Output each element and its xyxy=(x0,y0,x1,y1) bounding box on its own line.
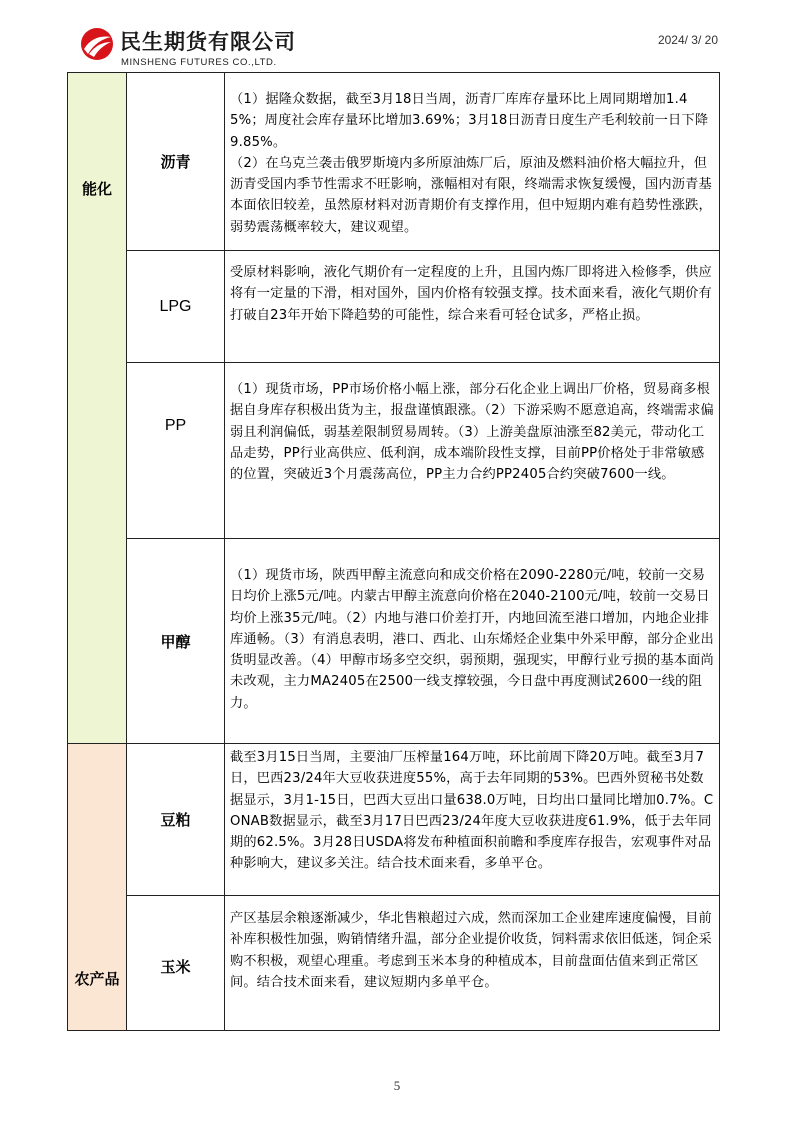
table-row-soymeal xyxy=(68,744,720,896)
table-row-lpg xyxy=(68,251,720,363)
table-row-pp xyxy=(68,363,720,539)
commentary-paragraph: 截至3月15日当周，主要油厂压榨量164万吨，环比前周下降20万吨。截至3月7日，巴西23/24年大豆收获进度55%，高于去年同期的53%。巴西外贸秘书处数据显示，3月1-15日，巴西大豆出口量638.0万吨，日均出口量同比增加0.7%。CONAB数据显示，截至3月17日巴西23/24年度大豆收获进度61.9%，低于去年同期的62.5%。3月28日USDA将发布种植面积前瞻和季度库存报告，宏观事件对品种影响大，建议多关注。结合技术面来看，多单平仓。 xyxy=(230,750,714,872)
table-row-methanol xyxy=(68,539,720,744)
product-cell xyxy=(127,251,225,363)
product-name: 甲醇 xyxy=(160,632,191,651)
commodity-commentary-table xyxy=(67,72,720,1031)
commentary-cell xyxy=(225,896,720,1031)
company-name-cn: 民生期货有限公司 xyxy=(120,30,296,54)
category-label: 能化 xyxy=(81,180,112,198)
product-name: 沥青 xyxy=(160,153,191,171)
commentary-cell xyxy=(225,744,720,896)
commentary-paragraph: 受原材料影响，液化气期价有一定程度的上升，且国内炼厂即将进入检修季，供应将有一定量的下滑，相对国外，国内价格有较强支撑。技术面来看，液化气期价有打破自23年开始下降趋势的可能性，综合来看可轻仓试多，严格止损。 xyxy=(230,265,712,323)
commentary-paragraph: （2）在乌克兰袭击俄罗斯境内多所原油炼厂后，原油及燃料油价格大幅拉升，但沥青受国内季节性需求不旺影响，涨幅相对有限，终端需求恢复缓慢，国内沥青基本面依旧较差，虽然原材料对沥青期价有支撑作用，但中短期内难有趋势性涨跌，弱势震荡概率较大，建议观望。 xyxy=(230,155,712,235)
commentary-cell xyxy=(225,73,720,251)
commentary-paragraph: （1）现货市场，PP市场价格小幅上涨，部分石化企业上调出厂价格，贸易商多根据自身库存积极出货为主，报盘谨慎跟涨。（2）下游采购不愿意追高，终端需求偏弱且利润偏低，弱基差限制贸易周转。（3）上游美盘原油涨至82美元，带动化工品走势，PP行业高供应、低利润，成本端阶段性支撑，目前PP价格处于非常敏感的位置，突破近3个月震荡高位，PP主力合约PP2405合约突破7600一线。 xyxy=(230,382,714,483)
product-name: 玉米 xyxy=(160,958,191,976)
category-cell-energy-chemical xyxy=(68,73,127,744)
commentary-cell xyxy=(225,539,720,744)
commentary-paragraph: （1）现货市场，陕西甲醇主流意向和成交价格在2090-2280元/吨，较前一交易日均价上涨5元/吨。内蒙古甲醇主流意向价格在2040-2100元/吨，较前一交易日均价上涨35元/吨。（2）内地与港口价差打开，内地回流至港口增加，内地企业排库通畅。（3）有消息表明，港口、西北、山东烯烃企业集中外采甲醇，部分企业出货明显改善。（4）甲醇市场多空交织，弱预期，强现实，甲醇行业亏损的基本面尚未改观，主力MA2405在2500一线支撑较强，今日盘中再度测试2600一线的阻力。 xyxy=(230,568,714,711)
page-header xyxy=(0,0,794,72)
product-name: PP xyxy=(164,417,187,434)
commentary-paragraph: 产区基层余粮逐渐减少，华北售粮超过六成，然而深加工企业建库速度偏慢，目前补库积极性加强，购销情绪升温，部分企业提价收货，饲料需求依旧低迷，饲企采购不积极，观望心理重。考虑到玉米本身的种植成本，目前盘面估值来到正常区间。结合技术面来看，建议短期内多单平仓。 xyxy=(230,911,712,990)
product-cell xyxy=(127,896,225,1031)
commentary-paragraph: （1）据隆众数据，截至3月18日当周，沥青厂库库存量环比上周同期增加1.45%；周度社会库存量环比增加3.69%；3月18日沥青日度生产毛利较前一日下降9.85%。 xyxy=(230,92,709,150)
product-name: 豆粕 xyxy=(160,811,191,829)
table-row-asphalt xyxy=(68,73,720,251)
product-cell xyxy=(127,363,225,539)
commentary-cell xyxy=(225,251,720,363)
minsheng-logo-icon xyxy=(80,27,114,61)
page-number: 5 xyxy=(393,1078,401,1093)
company-name-en: MINSHENG FUTURES CO.,LTD. xyxy=(121,57,277,68)
product-name: LPG xyxy=(159,297,192,315)
product-cell xyxy=(127,539,225,744)
category-cell-agriculture xyxy=(68,744,127,1031)
commentary-cell xyxy=(225,363,720,539)
category-label: 农产品 xyxy=(74,970,120,988)
table-row-corn xyxy=(68,896,720,1031)
report-date: 2024/ 3/ 20 xyxy=(657,33,718,47)
product-cell xyxy=(127,73,225,251)
product-cell xyxy=(127,744,225,896)
